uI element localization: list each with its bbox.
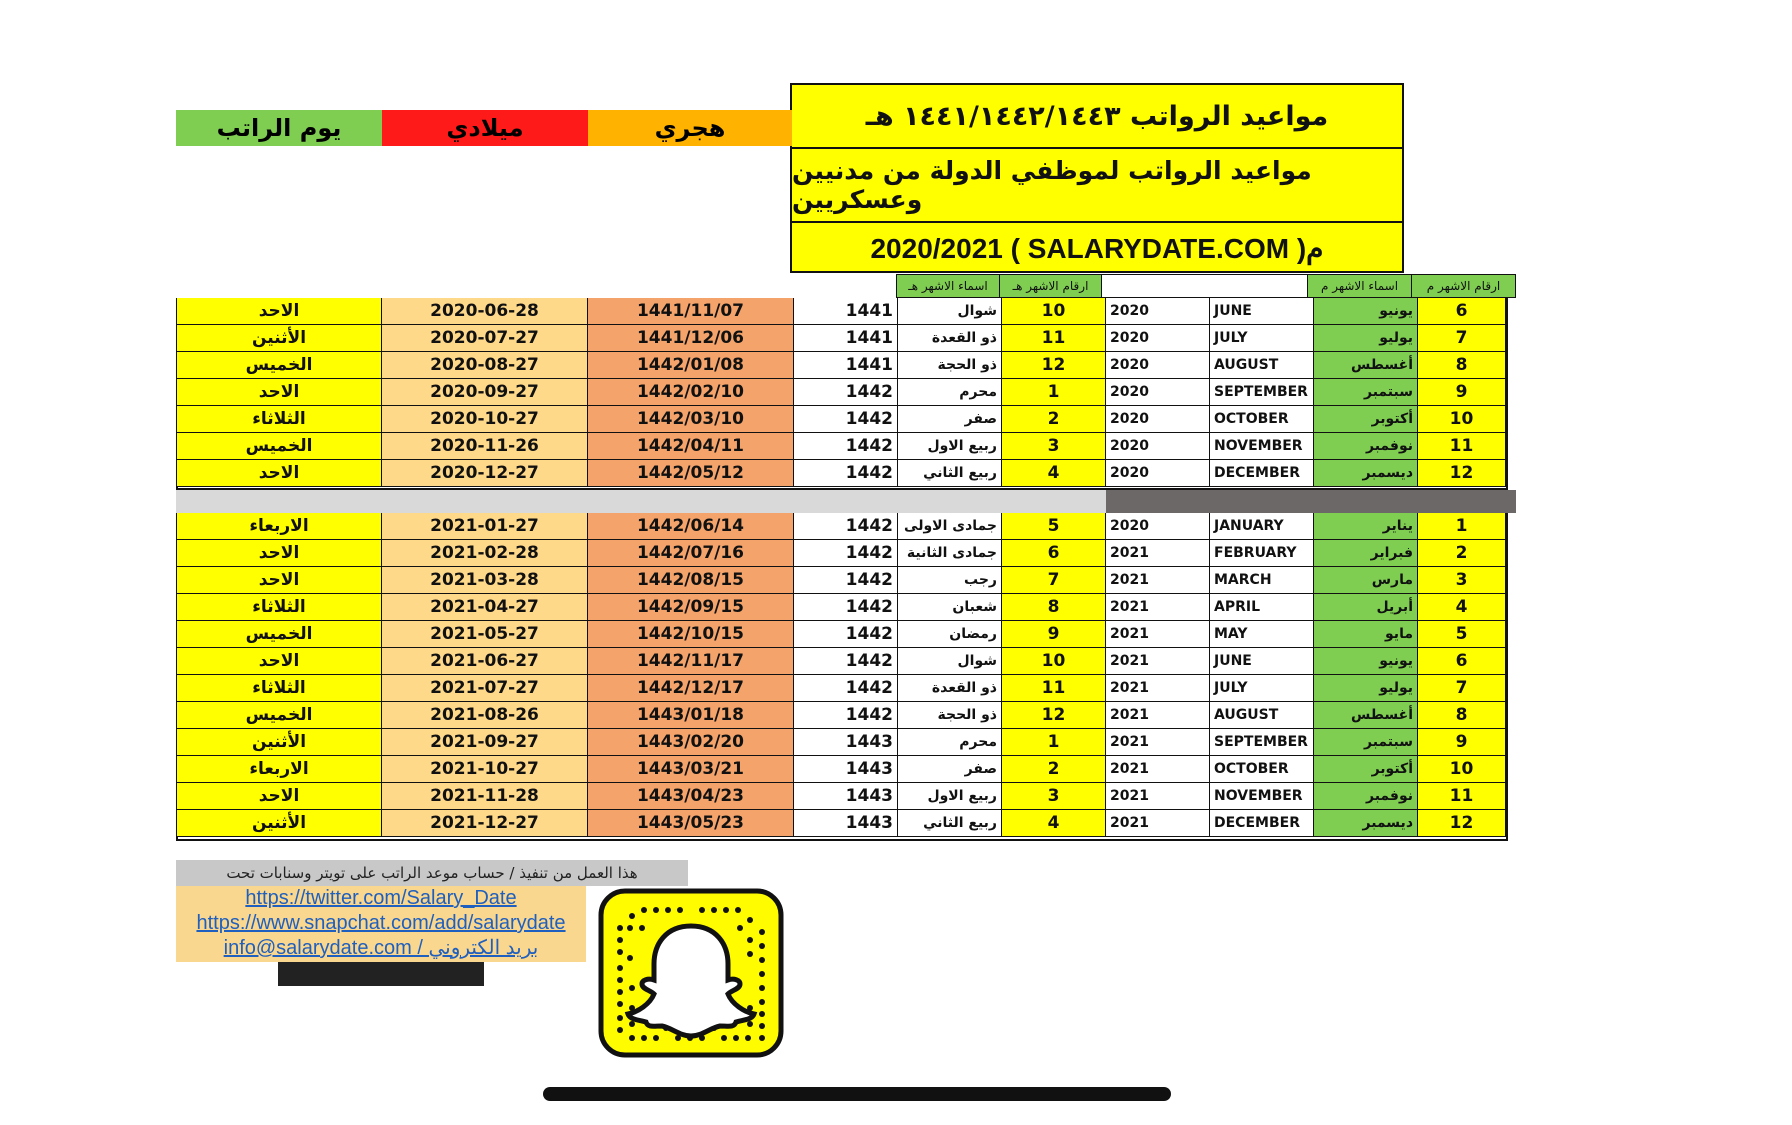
month-ar-cell: أكتوبر bbox=[1314, 406, 1418, 433]
hijri-month-number-cell: 4 bbox=[1002, 460, 1106, 487]
hijri-year-cell: 1443 bbox=[794, 783, 898, 810]
hijri-month-number-cell: 4 bbox=[1002, 810, 1106, 837]
greg-year-cell: 2021 bbox=[1106, 540, 1210, 567]
month-en-cell: MAY bbox=[1210, 621, 1314, 648]
hijri-year-cell: 1442 bbox=[794, 540, 898, 567]
hijri-year-cell: 1442 bbox=[794, 621, 898, 648]
hijri-month-number-cell: 8 bbox=[1002, 594, 1106, 621]
month-en-cell: JULY bbox=[1210, 675, 1314, 702]
payday-cell: الاحد bbox=[176, 460, 382, 487]
month-ar-cell: أكتوبر bbox=[1314, 756, 1418, 783]
hijri-date-cell: 1442/02/10 bbox=[588, 379, 794, 406]
month-ar-cell: مارس bbox=[1314, 567, 1418, 594]
payday-cell: الاحد bbox=[176, 783, 382, 810]
hijri-date-cell: 1443/02/20 bbox=[588, 729, 794, 756]
month-ar-cell: نوفمبر bbox=[1314, 783, 1418, 810]
payday-cell: الاربعاء bbox=[176, 756, 382, 783]
month-number-cell: 7 bbox=[1418, 675, 1506, 702]
hijri-year-cell: 1441 bbox=[794, 325, 898, 352]
payday-cell: الاحد bbox=[176, 567, 382, 594]
home-indicator[interactable] bbox=[543, 1087, 1171, 1101]
gregorian-header: ميلادي bbox=[382, 110, 588, 146]
month-number-cell: 12 bbox=[1418, 810, 1506, 837]
hijri-month-cell: ربيع الاول bbox=[898, 783, 1002, 810]
greg-year-cell: 2021 bbox=[1106, 594, 1210, 621]
month-ar-cell: نوفمبر bbox=[1314, 433, 1418, 460]
greg-year-cell: 2020 bbox=[1106, 460, 1210, 487]
gregorian-date-cell: 2021-07-27 bbox=[382, 675, 588, 702]
greg-year-cell: 2020 bbox=[1106, 298, 1210, 325]
hijri-month-cell: ربيع الثاني bbox=[898, 810, 1002, 837]
gregorian-date-cell: 2021-01-27 bbox=[382, 513, 588, 540]
hijri-date-cell: 1442/10/15 bbox=[588, 621, 794, 648]
hijri-month-number-cell: 5 bbox=[1002, 513, 1106, 540]
gregorian-date-cell: 2021-05-27 bbox=[382, 621, 588, 648]
gregorian-date-cell: 2020-07-27 bbox=[382, 325, 588, 352]
hijri-year-cell: 1442 bbox=[794, 460, 898, 487]
gregorian-date-cell: 2020-10-27 bbox=[382, 406, 588, 433]
hijri-date-cell: 1443/01/18 bbox=[588, 702, 794, 729]
blank-header bbox=[1102, 274, 1308, 298]
hijri-month-number-cell: 2 bbox=[1002, 406, 1106, 433]
hijri-month-number-cell: 11 bbox=[1002, 325, 1106, 352]
title-box bbox=[790, 83, 1404, 273]
month-en-cell: OCTOBER bbox=[1210, 406, 1314, 433]
month-number-cell: 4 bbox=[1418, 594, 1506, 621]
payday-cell: الخميس bbox=[176, 621, 382, 648]
greg-year-cell: 2020 bbox=[1106, 325, 1210, 352]
payday-cell: الاربعاء bbox=[176, 513, 382, 540]
email-link[interactable]: info@salarydate.com / بريد الكتروني bbox=[223, 937, 539, 959]
month-number-cell: 8 bbox=[1418, 352, 1506, 379]
hijri-year-cell: 1443 bbox=[794, 729, 898, 756]
hijri-year-cell: 1443 bbox=[794, 810, 898, 837]
month-en-cell: JULY bbox=[1210, 325, 1314, 352]
hijri-date-cell: 1443/05/23 bbox=[588, 810, 794, 837]
snapchat-ghost-icon bbox=[598, 888, 784, 1058]
links-box bbox=[176, 886, 586, 962]
greg-year-cell: 2021 bbox=[1106, 729, 1210, 756]
month-ar-cell: ديسمبر bbox=[1314, 460, 1418, 487]
gregorian-date-cell: 2021-02-28 bbox=[382, 540, 588, 567]
payday-cell: الخميس bbox=[176, 352, 382, 379]
gregorian-date-cell: 2020-09-27 bbox=[382, 379, 588, 406]
table-row bbox=[176, 621, 1506, 648]
month-number-cell: 11 bbox=[1418, 433, 1506, 460]
hijri-month-cell: محرم bbox=[898, 379, 1002, 406]
hijri-month-number-cell: 1 bbox=[1002, 379, 1106, 406]
month-en-cell: SEPTEMBER bbox=[1210, 729, 1314, 756]
hijri-month-cell: رمضان bbox=[898, 621, 1002, 648]
payday-cell: الخميس bbox=[176, 433, 382, 460]
hijri-date-cell: 1442/12/17 bbox=[588, 675, 794, 702]
month-en-cell: JUNE bbox=[1210, 298, 1314, 325]
hijri-date-cell: 1442/05/12 bbox=[588, 460, 794, 487]
hijri-date-cell: 1442/04/11 bbox=[588, 433, 794, 460]
table-row bbox=[176, 298, 1506, 325]
month-ar-cell: يونيو bbox=[1314, 298, 1418, 325]
hijri-year-cell: 1441 bbox=[794, 298, 898, 325]
month-ar-cell: سبتمبر bbox=[1314, 729, 1418, 756]
hijri-month-cell: شوال bbox=[898, 648, 1002, 675]
hijri-month-cell: ذو القعدة bbox=[898, 675, 1002, 702]
gregorian-date-cell: 2021-12-27 bbox=[382, 810, 588, 837]
month-number-cell: 10 bbox=[1418, 756, 1506, 783]
month-number-cell: 7 bbox=[1418, 325, 1506, 352]
hijri-month-cell: محرم bbox=[898, 729, 1002, 756]
month-en-cell: OCTOBER bbox=[1210, 756, 1314, 783]
hijri-month-cell: ذو القعدة bbox=[898, 325, 1002, 352]
hijri-month-cell: جمادى الثانية bbox=[898, 540, 1002, 567]
hijri-date-cell: 1442/06/14 bbox=[588, 513, 794, 540]
hijri-date-cell: 1443/04/23 bbox=[588, 783, 794, 810]
hijri-month-number-cell: 12 bbox=[1002, 352, 1106, 379]
hijri-year-cell: 1442 bbox=[794, 379, 898, 406]
hijri-month-number-cell: 11 bbox=[1002, 675, 1106, 702]
table-row bbox=[176, 702, 1506, 729]
month-en-cell: AUGUST bbox=[1210, 352, 1314, 379]
greg-year-cell: 2020 bbox=[1106, 352, 1210, 379]
payday-cell: الخميس bbox=[176, 702, 382, 729]
month-number-cell: 12 bbox=[1418, 460, 1506, 487]
hijri-date-cell: 1441/11/07 bbox=[588, 298, 794, 325]
hijri-date-cell: 1442/07/16 bbox=[588, 540, 794, 567]
month-ar-cell: أبريل bbox=[1314, 594, 1418, 621]
hijri-month-cell: شوال bbox=[898, 298, 1002, 325]
payday-cell: الثلاثاء bbox=[176, 594, 382, 621]
hijri-month-number-cell: 6 bbox=[1002, 540, 1106, 567]
month-number-cell: 11 bbox=[1418, 783, 1506, 810]
hijri-month-number-cell: 3 bbox=[1002, 783, 1106, 810]
gregorian-date-cell: 2021-11-28 bbox=[382, 783, 588, 810]
hijri-year-cell: 1442 bbox=[794, 433, 898, 460]
gregorian-date-cell: 2020-12-27 bbox=[382, 460, 588, 487]
payday-cell: الثلاثاء bbox=[176, 675, 382, 702]
month-number-cell: 5 bbox=[1418, 621, 1506, 648]
snapchat-link[interactable]: https://www.snapchat.com/add/salarydate bbox=[196, 912, 566, 934]
gregorian-date-cell: 2021-03-28 bbox=[382, 567, 588, 594]
table-row bbox=[176, 325, 1506, 352]
title-line-3: 2020/2021 ( SALARYDATE.COM )م bbox=[870, 232, 1324, 264]
table-row bbox=[176, 540, 1506, 567]
month-en-cell: AUGUST bbox=[1210, 702, 1314, 729]
greg-year-cell: 2021 bbox=[1106, 621, 1210, 648]
hijri-month-cell: رجب bbox=[898, 567, 1002, 594]
hijri-month-names-header: اسماء الاشهر هـ bbox=[896, 274, 1000, 298]
hijri-month-number-cell: 3 bbox=[1002, 433, 1106, 460]
table-row bbox=[176, 460, 1506, 487]
hijri-month-number-cell: 2 bbox=[1002, 756, 1106, 783]
hijri-year-cell: 1442 bbox=[794, 702, 898, 729]
month-en-cell: SEPTEMBER bbox=[1210, 379, 1314, 406]
payday-cell: الاحد bbox=[176, 379, 382, 406]
hijri-date-cell: 1442/08/15 bbox=[588, 567, 794, 594]
hijri-month-number-cell: 9 bbox=[1002, 621, 1106, 648]
hijri-year-cell: 1442 bbox=[794, 648, 898, 675]
gregorian-date-cell: 2021-10-27 bbox=[382, 756, 588, 783]
hijri-month-cell: ذو الحجة bbox=[898, 352, 1002, 379]
month-ar-cell: سبتمبر bbox=[1314, 379, 1418, 406]
hijri-date-cell: 1442/01/08 bbox=[588, 352, 794, 379]
month-number-cell: 2 bbox=[1418, 540, 1506, 567]
month-number-cell: 9 bbox=[1418, 379, 1506, 406]
hijri-month-number-cell: 12 bbox=[1002, 702, 1106, 729]
hijri-date-cell: 1441/12/06 bbox=[588, 325, 794, 352]
hijri-month-cell: شعبان bbox=[898, 594, 1002, 621]
table-row bbox=[176, 756, 1506, 783]
payday-cell: الأثنين bbox=[176, 810, 382, 837]
hijri-date-cell: 1443/03/21 bbox=[588, 756, 794, 783]
month-ar-cell: يناير bbox=[1314, 513, 1418, 540]
hijri-month-cell: ربيع الاول bbox=[898, 433, 1002, 460]
month-number-cell: 3 bbox=[1418, 567, 1506, 594]
hijri-month-number-cell: 10 bbox=[1002, 298, 1106, 325]
table-row bbox=[176, 648, 1506, 675]
hijri-month-numbers-header: ارقام الاشهر هـ bbox=[1000, 274, 1102, 298]
hijri-month-cell: ذو الحجة bbox=[898, 702, 1002, 729]
month-en-cell: FEBRUARY bbox=[1210, 540, 1314, 567]
month-ar-cell: يوليو bbox=[1314, 325, 1418, 352]
greg-year-cell: 2021 bbox=[1106, 810, 1210, 837]
hijri-year-cell: 1442 bbox=[794, 406, 898, 433]
twitter-link[interactable]: https://twitter.com/Salary_Date bbox=[245, 887, 517, 909]
hijri-year-cell: 1442 bbox=[794, 567, 898, 594]
month-en-cell: JANUARY bbox=[1210, 513, 1314, 540]
greg-year-cell: 2021 bbox=[1106, 756, 1210, 783]
table-row bbox=[176, 594, 1506, 621]
month-en-cell: APRIL bbox=[1210, 594, 1314, 621]
month-en-cell: NOVEMBER bbox=[1210, 783, 1314, 810]
month-en-cell: DECEMBER bbox=[1210, 460, 1314, 487]
month-en-cell: JUNE bbox=[1210, 648, 1314, 675]
payday-cell: الاحد bbox=[176, 540, 382, 567]
month-en-cell: DECEMBER bbox=[1210, 810, 1314, 837]
hijri-year-cell: 1442 bbox=[794, 594, 898, 621]
table-row bbox=[176, 675, 1506, 702]
hijri-date-cell: 1442/11/17 bbox=[588, 648, 794, 675]
month-ar-cell: يوليو bbox=[1314, 675, 1418, 702]
month-ar-cell: ديسمبر bbox=[1314, 810, 1418, 837]
month-ar-cell: أغسطس bbox=[1314, 702, 1418, 729]
month-ar-cell: مايو bbox=[1314, 621, 1418, 648]
greg-year-cell: 2020 bbox=[1106, 433, 1210, 460]
month-en-cell: NOVEMBER bbox=[1210, 433, 1314, 460]
hijri-month-cell: جمادى الاولى bbox=[898, 513, 1002, 540]
hijri-year-cell: 1443 bbox=[794, 756, 898, 783]
gregorian-date-cell: 2020-06-28 bbox=[382, 298, 588, 325]
credit-text: هذا العمل من تنفيذ / حساب موعد الراتب على تويتر وسنابات تحت bbox=[176, 860, 688, 886]
greg-year-cell: 2020 bbox=[1106, 513, 1210, 540]
hijri-year-cell: 1442 bbox=[794, 513, 898, 540]
month-number-cell: 1 bbox=[1418, 513, 1506, 540]
hijri-date-cell: 1442/09/15 bbox=[588, 594, 794, 621]
hijri-header: هجري bbox=[588, 110, 792, 146]
month-en-cell: MARCH bbox=[1210, 567, 1314, 594]
greg-year-cell: 2021 bbox=[1106, 675, 1210, 702]
month-number-cell: 9 bbox=[1418, 729, 1506, 756]
greg-year-cell: 2021 bbox=[1106, 648, 1210, 675]
table-row bbox=[176, 379, 1506, 406]
hijri-month-cell: ربيع الثاني bbox=[898, 460, 1002, 487]
hijri-month-number-cell: 1 bbox=[1002, 729, 1106, 756]
payday-cell: الثلاثاء bbox=[176, 406, 382, 433]
table-row bbox=[176, 406, 1506, 433]
greg-year-cell: 2021 bbox=[1106, 783, 1210, 810]
payday-cell: الاحد bbox=[176, 298, 382, 325]
table-row bbox=[176, 729, 1506, 756]
month-number-cell: 6 bbox=[1418, 648, 1506, 675]
separator-light bbox=[176, 490, 1106, 513]
payday-cell: الأثنين bbox=[176, 325, 382, 352]
table-row bbox=[176, 513, 1506, 540]
gregorian-date-cell: 2021-08-26 bbox=[382, 702, 588, 729]
table-row bbox=[176, 567, 1506, 594]
hijri-year-cell: 1442 bbox=[794, 675, 898, 702]
hijri-month-number-cell: 10 bbox=[1002, 648, 1106, 675]
month-ar-cell: يونيو bbox=[1314, 648, 1418, 675]
gregorian-date-cell: 2021-06-27 bbox=[382, 648, 588, 675]
month-number-cell: 10 bbox=[1418, 406, 1506, 433]
greg-month-names-header: اسماء الاشهر م bbox=[1308, 274, 1412, 298]
title-line-2: مواعيد الرواتب لموظفي الدولة من مدنيين وعسكريين bbox=[792, 156, 1312, 214]
gregorian-date-cell: 2021-04-27 bbox=[382, 594, 588, 621]
hijri-month-cell: صفر bbox=[898, 406, 1002, 433]
greg-year-cell: 2021 bbox=[1106, 567, 1210, 594]
title-line-1: مواعيد الرواتب ١٤٤١/١٤٤٢/١٤٤٣ هـ bbox=[865, 100, 1329, 132]
redaction-bar bbox=[278, 962, 484, 986]
month-ar-cell: أغسطس bbox=[1314, 352, 1418, 379]
separator-dark bbox=[1106, 490, 1516, 513]
month-number-cell: 6 bbox=[1418, 298, 1506, 325]
greg-month-numbers-header: ارقام الاشهر م bbox=[1412, 274, 1516, 298]
hijri-date-cell: 1442/03/10 bbox=[588, 406, 794, 433]
table-row bbox=[176, 352, 1506, 379]
payday-cell: الاحد bbox=[176, 648, 382, 675]
month-number-cell: 8 bbox=[1418, 702, 1506, 729]
hijri-year-cell: 1441 bbox=[794, 352, 898, 379]
greg-year-cell: 2021 bbox=[1106, 702, 1210, 729]
table-row bbox=[176, 810, 1506, 837]
gregorian-date-cell: 2020-08-27 bbox=[382, 352, 588, 379]
hijri-month-cell: صفر bbox=[898, 756, 1002, 783]
greg-year-cell: 2020 bbox=[1106, 406, 1210, 433]
table-row bbox=[176, 783, 1506, 810]
gregorian-date-cell: 2021-09-27 bbox=[382, 729, 588, 756]
table-row bbox=[176, 433, 1506, 460]
greg-year-cell: 2020 bbox=[1106, 379, 1210, 406]
gregorian-date-cell: 2020-11-26 bbox=[382, 433, 588, 460]
payday-header: يوم الراتب bbox=[176, 110, 382, 146]
month-ar-cell: فبراير bbox=[1314, 540, 1418, 567]
hijri-month-number-cell: 7 bbox=[1002, 567, 1106, 594]
payday-cell: الأثنين bbox=[176, 729, 382, 756]
table-subheader bbox=[176, 274, 1506, 298]
